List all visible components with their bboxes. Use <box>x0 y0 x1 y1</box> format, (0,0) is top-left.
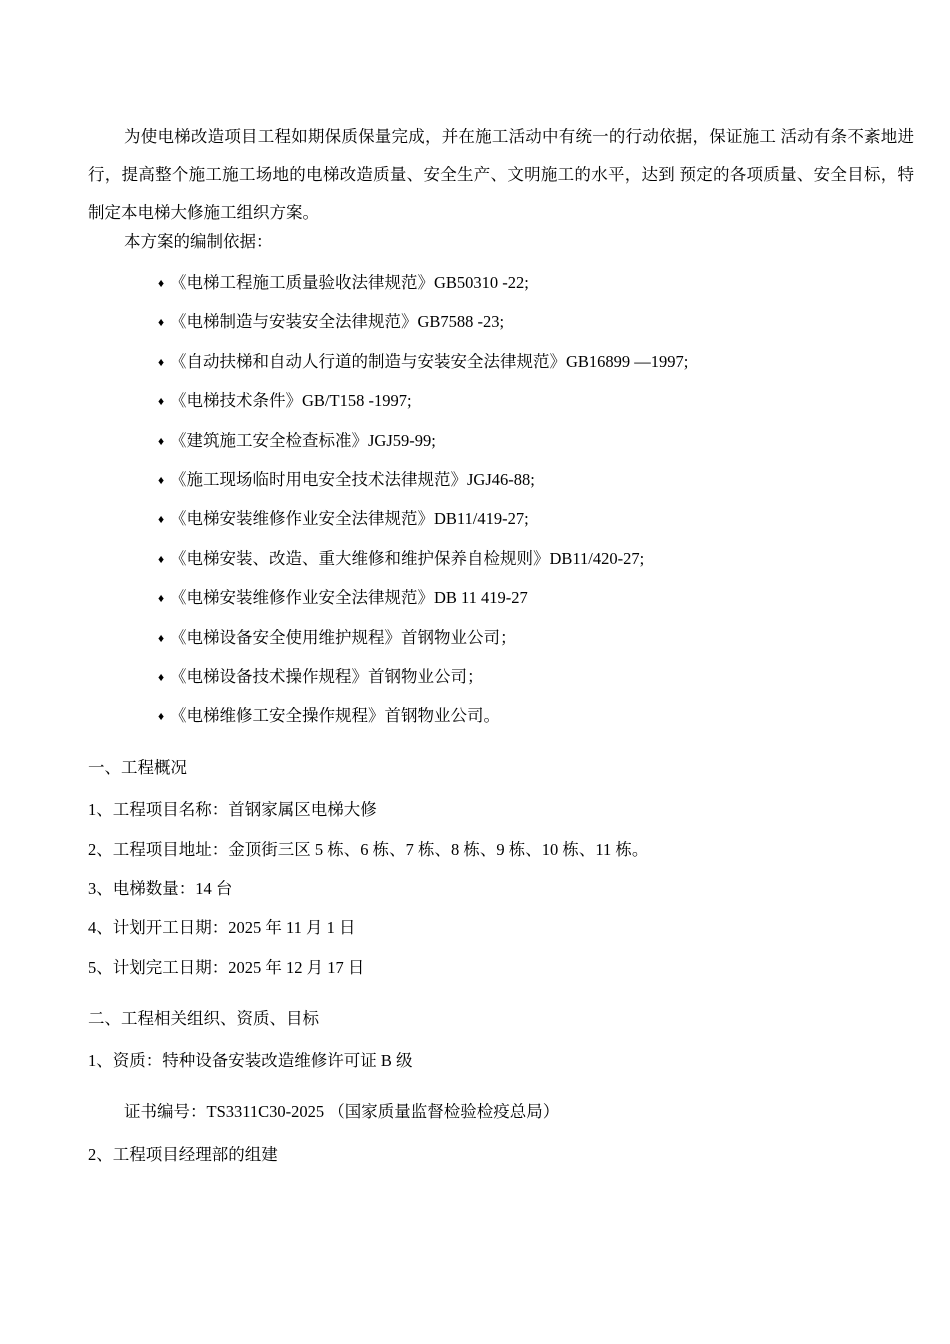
reference-list <box>158 269 688 742</box>
section1-heading: 一、工程概况 <box>88 758 187 777</box>
reference-item <box>158 663 688 702</box>
reference-text: 《电梯维修工安全操作规程》首钢物业公司。 <box>170 706 500 726</box>
reference-text: 《电梯安装维修作业安全法律规范》DB11/419-27; <box>170 509 529 529</box>
reference-text: 《电梯设备技术操作规程》首钢物业公司； <box>170 666 484 686</box>
diamond-bullet-icon: ♦ <box>158 315 165 330</box>
project-address: 2、工程项目地址：金顶街三区 5 栋、6 栋、7 栋、8 栋、9 栋、10 栋、11 栋。 <box>88 840 649 859</box>
reference-text: 《电梯工程施工质量验收法律规范》GB50310 -22; <box>170 273 529 292</box>
diamond-bullet-icon: ♦ <box>158 512 165 527</box>
diamond-bullet-icon: ♦ <box>158 394 165 409</box>
elevator-count: 3、电梯数量：14 台 <box>88 879 233 898</box>
planned-start-date: 4、计划开工日期：2025 年 11 月 1 日 <box>88 918 356 937</box>
diamond-bullet-icon: ♦ <box>158 433 165 448</box>
intro-paragraph: 为使电梯改造项目工程如期保质保量完成，并在施工活动中有统一的行动依据，保证施工 活动有条不紊地进行，提高整个施工施工场地的电梯改造质量、安全生产、文明施工的水平，达到 预定的各项质量、安全目标，特制定本电梯大修施工组织方案。 <box>88 127 914 222</box>
reference-item <box>158 702 688 741</box>
diamond-bullet-icon: ♦ <box>158 591 165 606</box>
diamond-bullet-icon: ♦ <box>158 551 165 566</box>
reference-text: 《电梯安装维修作业安全法律规范》DB 11 419-27 <box>170 588 528 608</box>
reference-item <box>158 427 688 466</box>
diamond-bullet-icon: ♦ <box>158 709 165 724</box>
project-dept-heading: 2、工程项目经理部的组建 <box>88 1145 278 1164</box>
reference-item <box>158 505 688 544</box>
reference-item <box>158 387 688 426</box>
reference-item <box>158 269 688 308</box>
reference-item <box>158 584 688 623</box>
qualification: 1、资质：特种设备安装改造维修许可证 B 级 <box>88 1051 413 1070</box>
diamond-bullet-icon: ♦ <box>158 354 165 369</box>
certificate-number: 证书编号：TS3311C30-2025 （国家质量监督检验检疫总局） <box>124 1102 560 1121</box>
basis-heading: 本方案的编制依据： <box>124 232 273 251</box>
reference-text: 《施工现场临时用电安全技术法律规范》JGJ46-88; <box>170 469 535 489</box>
reference-text: 《自动扶梯和自动人行道的制造与安装安全法律规范》GB16899 —1997; <box>170 351 689 371</box>
section2-heading: 二、工程相关组织、资质、目标 <box>88 1009 319 1028</box>
reference-item <box>158 466 688 505</box>
reference-text: 《电梯设备安全使用维护规程》首钢物业公司； <box>170 627 517 647</box>
reference-item <box>158 545 688 584</box>
reference-text: 《电梯制造与安装安全法律规范》GB7588 -23; <box>170 312 505 332</box>
planned-end-date: 5、计划完工日期：2025 年 12 月 17 日 <box>88 958 365 977</box>
reference-text: 《电梯安装、改造、重大维修和维护保养自检规则》DB11/420-27; <box>170 548 645 568</box>
diamond-bullet-icon: ♦ <box>158 472 165 487</box>
diamond-bullet-icon: ♦ <box>158 276 165 290</box>
reference-text: 《建筑施工安全检查标准》JGJ59-99; <box>170 430 436 450</box>
reference-text: 《电梯技术条件》GB/T158 -1997; <box>170 391 412 411</box>
diamond-bullet-icon: ♦ <box>158 669 165 684</box>
reference-item <box>158 308 688 347</box>
project-name: 1、工程项目名称：首钢家属区电梯大修 <box>88 800 377 819</box>
reference-item <box>158 624 688 663</box>
diamond-bullet-icon: ♦ <box>158 630 165 645</box>
reference-item <box>158 348 688 387</box>
